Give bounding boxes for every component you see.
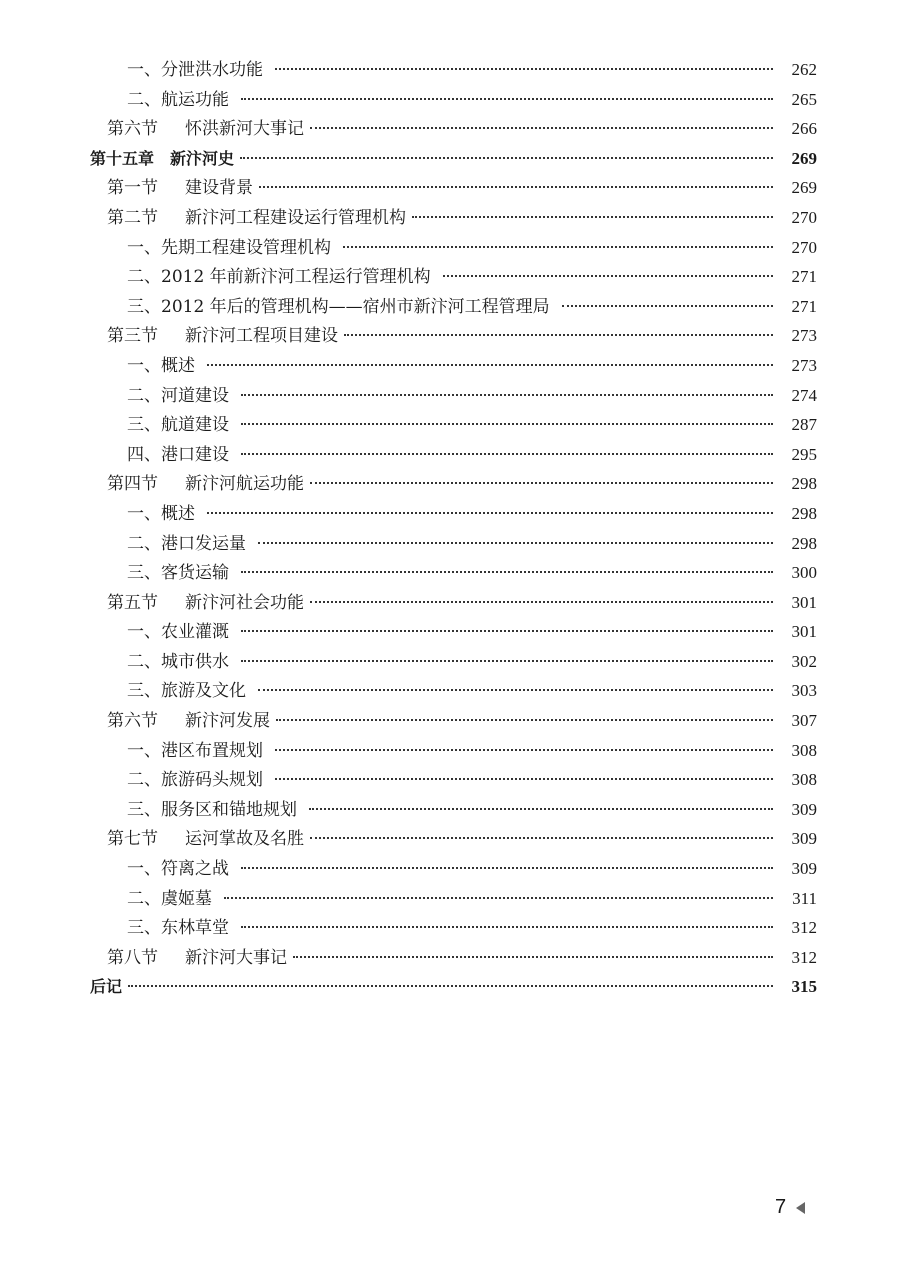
toc-entry-item[interactable] — [127, 440, 817, 470]
toc-page-number: 302 — [791, 651, 817, 671]
toc-page-number: 298 — [791, 474, 817, 494]
toc-page-number: 265 — [791, 89, 817, 109]
toc-entry-title — [107, 589, 306, 619]
toc-entry-title: 三、东林草堂 — [127, 918, 229, 939]
toc-page-number: 273 — [791, 326, 817, 346]
dot-leader — [207, 512, 773, 514]
toc-entry-item[interactable] — [127, 795, 817, 825]
section-number: 第八节 — [107, 947, 158, 968]
toc-entry-title: 二、港口发运量 — [127, 533, 246, 554]
dot-leader — [275, 749, 773, 751]
section-number: 第六节 — [107, 119, 158, 140]
dot-leader — [309, 808, 773, 810]
toc-entry-section[interactable] — [107, 321, 817, 351]
toc-entry-item[interactable] — [127, 381, 817, 411]
dot-leader — [241, 630, 773, 632]
dot-leader — [241, 660, 773, 662]
toc-page-number: 270 — [791, 207, 817, 227]
section-title: 新汴河发展 — [185, 711, 270, 732]
toc-entry-title: 二、2012 年前新汴河工程运行管理机构 — [127, 267, 431, 288]
toc-entry-title: 后记 — [90, 977, 123, 997]
toc-entry-item[interactable] — [127, 676, 817, 706]
toc-entry-item[interactable] — [127, 529, 817, 559]
section-title: 新汴河工程项目建设 — [185, 326, 338, 347]
toc-page-number: 266 — [791, 119, 817, 139]
toc-entry-item[interactable] — [127, 913, 817, 943]
toc-entry-item[interactable] — [127, 617, 817, 647]
toc-entry-item[interactable] — [127, 262, 817, 292]
toc-page-number: 287 — [791, 415, 817, 435]
toc-entry-section[interactable] — [107, 943, 817, 973]
toc-page-number: 301 — [791, 622, 817, 642]
toc-entry-title: 四、港口建设 — [127, 444, 229, 465]
toc-page-number: 295 — [791, 444, 817, 464]
toc-entry-item[interactable] — [127, 410, 817, 440]
dot-leader — [412, 216, 773, 218]
section-title: 建设背景 — [185, 178, 253, 199]
dot-leader — [343, 246, 773, 248]
dot-leader — [276, 719, 773, 721]
section-title: 运河掌故及名胜 — [185, 829, 304, 850]
toc-page-number: 307 — [791, 711, 817, 731]
toc-entry-item[interactable] — [127, 647, 817, 677]
toc-entry-item[interactable] — [127, 499, 817, 529]
toc-entry-title: 三、服务区和锚地规划 — [127, 799, 297, 820]
dot-leader — [310, 837, 773, 839]
section-number: 第六节 — [107, 711, 158, 732]
toc-entry-item[interactable] — [127, 55, 817, 85]
toc-page-number: 308 — [791, 770, 817, 790]
toc-entry-item[interactable] — [127, 736, 817, 766]
toc-entry-title: 二、旅游码头规划 — [127, 770, 263, 791]
toc-entry-title: 一、港区布置规划 — [127, 740, 263, 761]
dot-leader — [310, 127, 773, 129]
toc-entry-item[interactable] — [127, 85, 817, 115]
toc-page-number: 262 — [791, 60, 817, 79]
toc-entry-title — [107, 322, 340, 352]
page-footer — [775, 1196, 805, 1219]
toc-entry-section[interactable] — [107, 173, 817, 203]
toc-page-number: 309 — [791, 799, 817, 819]
section-number: 第二节 — [107, 207, 158, 228]
toc-page-number: 274 — [791, 385, 817, 405]
dot-leader — [310, 601, 773, 603]
toc-entry-title: 三、航道建设 — [127, 415, 229, 436]
section-title: 新汴河社会功能 — [185, 592, 304, 613]
toc-entry-item[interactable] — [127, 854, 817, 884]
toc-entry-section[interactable] — [107, 469, 817, 499]
toc-entry-title — [107, 204, 408, 234]
section-title: 新汴河航运功能 — [185, 474, 304, 495]
toc-entry-chapter[interactable] — [90, 144, 817, 174]
toc-entry-title: 二、城市供水 — [127, 651, 229, 672]
dot-leader — [128, 985, 773, 987]
toc-page-number: 271 — [791, 296, 817, 316]
toc-page-number: 309 — [791, 859, 817, 879]
toc-page-number: 308 — [791, 740, 817, 760]
toc-entry-title — [107, 115, 306, 145]
toc-entry-item[interactable] — [127, 233, 817, 263]
toc-entry-title: 三、客货运输 — [127, 563, 229, 584]
dot-leader — [562, 305, 773, 307]
toc-page-number: 269 — [791, 148, 817, 168]
toc-page-number: 270 — [791, 237, 817, 257]
dot-leader — [275, 68, 773, 70]
toc-entry-title: 一、概述 — [127, 503, 195, 524]
page-number: 7 — [775, 1196, 787, 1218]
toc-entry-title — [107, 825, 306, 855]
toc-page-number: 298 — [791, 503, 817, 523]
dot-leader — [241, 98, 773, 100]
toc-entry-item[interactable] — [127, 558, 817, 588]
dot-leader — [259, 186, 773, 188]
toc-entry-section[interactable] — [107, 588, 817, 618]
dot-leader — [258, 542, 773, 544]
toc-entry-section[interactable] — [107, 114, 817, 144]
toc-entry-title — [107, 470, 306, 500]
toc-entry-title — [107, 707, 272, 737]
toc-entry-title — [107, 944, 289, 974]
toc-entry-item[interactable] — [127, 884, 817, 914]
dot-leader — [293, 956, 773, 958]
toc-entry-title: 一、符离之战 — [127, 859, 229, 880]
toc-entry-title: 一、概述 — [127, 355, 195, 376]
toc-page-number: 309 — [791, 829, 817, 849]
dot-leader — [275, 778, 773, 780]
dot-leader — [241, 423, 773, 425]
toc-entry-title: 一、农业灌溉 — [127, 622, 229, 643]
section-number: 第五节 — [107, 592, 158, 613]
dot-leader — [241, 571, 773, 573]
toc-page-number: 315 — [791, 977, 817, 997]
toc-entry-title: 第十五章 新汴河史 — [90, 148, 235, 168]
dot-leader — [344, 334, 773, 336]
left-pointer-icon — [796, 1202, 805, 1214]
toc-entry-title: 三、2012 年后的管理机构——宿州市新汴河工程管理局 — [127, 296, 550, 317]
dot-leader — [241, 453, 773, 455]
toc-page-number: 303 — [791, 681, 817, 701]
dot-leader — [241, 394, 773, 396]
dot-leader — [241, 926, 773, 928]
toc-entry-title: 三、旅游及文化 — [127, 681, 246, 702]
section-number: 第四节 — [107, 474, 158, 495]
dot-leader — [258, 689, 773, 691]
dot-leader — [240, 157, 773, 159]
toc-page-number: 312 — [791, 918, 817, 938]
section-number: 第一节 — [107, 178, 158, 199]
toc-entry-title: 二、河道建设 — [127, 385, 229, 406]
toc-entry-chapter[interactable] — [90, 972, 817, 1002]
section-title: 新汴河工程建设运行管理机构 — [185, 207, 406, 228]
table-of-contents — [0, 55, 900, 1002]
dot-leader — [241, 867, 773, 869]
toc-page-number: 298 — [791, 533, 817, 553]
dot-leader — [310, 482, 773, 484]
toc-entry-item[interactable] — [127, 292, 817, 322]
section-number: 第七节 — [107, 829, 158, 850]
toc-page-number: 269 — [791, 178, 817, 198]
toc-entry-title: 二、虞姬墓 — [127, 888, 212, 909]
toc-page-number: 271 — [791, 267, 817, 287]
toc-entry-title: 一、分泄洪水功能 — [127, 60, 263, 80]
toc-entry-item[interactable] — [127, 765, 817, 795]
toc-entry-title: 一、先期工程建设管理机构 — [127, 237, 331, 258]
toc-page-number: 273 — [791, 355, 817, 375]
dot-leader — [207, 364, 773, 366]
dot-leader — [443, 275, 773, 277]
section-number: 第三节 — [107, 326, 158, 347]
toc-page-number: 312 — [791, 947, 817, 967]
toc-entry-title: 二、航运功能 — [127, 89, 229, 110]
toc-entry-title — [107, 174, 255, 204]
toc-page-number: 300 — [791, 563, 817, 583]
section-title: 新汴河大事记 — [185, 947, 287, 968]
toc-entry-section[interactable] — [107, 824, 817, 854]
toc-entry-section[interactable] — [107, 706, 817, 736]
section-title: 怀洪新河大事记 — [185, 119, 304, 140]
dot-leader — [224, 897, 773, 899]
toc-page-number: 311 — [792, 888, 817, 908]
toc-entry-item[interactable] — [127, 351, 817, 381]
toc-page-number: 301 — [791, 592, 817, 612]
toc-entry-section[interactable] — [107, 203, 817, 233]
